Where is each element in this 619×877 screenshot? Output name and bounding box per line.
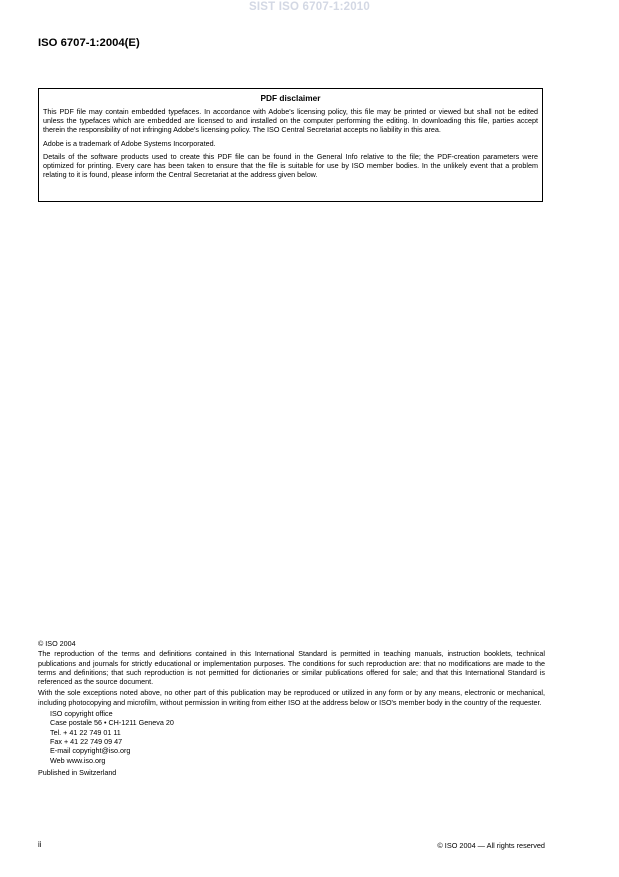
page-number: ii <box>38 840 42 849</box>
pdf-disclaimer-box <box>38 88 543 202</box>
copyright-notice <box>38 639 545 777</box>
document-id: ISO 6707-1:2004(E) <box>38 37 140 49</box>
copyright-paragraph: With the sole exceptions noted above, no other part of this publication may be reproduced or utilized in any form or by any means, electronic or mechanical, including photocopying and microfilm, without permission in writing from either ISO at the address below or ISO's member body in the country of the requester. <box>38 688 545 707</box>
address-line: Case postale 56 • CH-1211 Geneva 20 <box>50 718 174 728</box>
copyright-paragraph: The reproduction of the terms and definitions contained in this International Standard is permitted in teaching manuals, instruction booklets, technical publications and journals for strictly educational or implementation purposes. The conditions for such reproduction are: that no modifications are made to the terms and definitions; that such reproduction is not permitted for dictionaries or similar publications offered for sale; and that this International Standard is referenced as the source document. <box>38 649 545 687</box>
address-email: E-mail copyright@iso.org <box>50 746 131 756</box>
copyright-office-address <box>38 709 545 765</box>
disclaimer-paragraph: This PDF file may contain embedded typefaces. In accordance with Adobe's licensing policy, this file may be printed or viewed but shall not be edited unless the typefaces which are embedded are licensed to and installed on the computer performing the editing. In downloading this file, parties accept therein the responsibility of not infringing Adobe's licensing policy. The ISO Central Secretariat accepts no liability in this area. <box>43 107 538 135</box>
disclaimer-paragraph: Details of the software products used to create this PDF file can be found in the General Info relative to the file; the PDF-creation parameters were optimized for printing. Every care has been taken to ensure that the file is suitable for use by ISO member bodies. In the unlikely event that a problem relating to it is found, please inform the Central Secretariat at the address given below. <box>43 151 538 180</box>
copyright-head: © ISO 2004 <box>38 639 76 648</box>
disclaimer-paragraph: Adobe is a trademark of Adobe Systems Incorporated. <box>43 138 216 148</box>
watermark: SIST ISO 6707-1:2010 <box>249 1 370 13</box>
disclaimer-title: PDF disclaimer <box>260 93 321 103</box>
address-line: ISO copyright office <box>50 709 113 719</box>
published-location: Published in Switzerland <box>38 767 117 777</box>
address-line: Fax + 41 22 749 09 47 <box>50 736 123 746</box>
address-line: Tel. + 41 22 749 01 11 <box>50 727 121 737</box>
footer-copyright: © ISO 2004 — All rights reserved <box>437 841 545 850</box>
address-web: Web www.iso.org <box>50 755 106 765</box>
